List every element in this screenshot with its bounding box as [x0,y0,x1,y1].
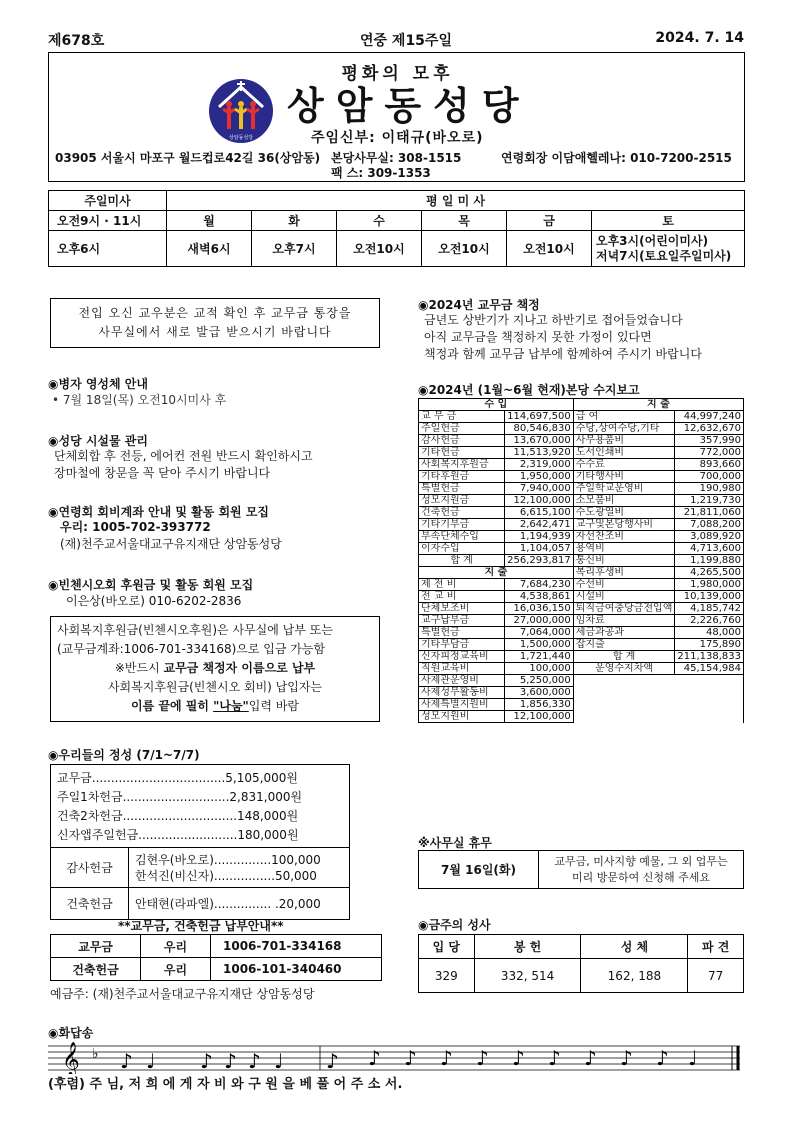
finance-item: 사제관운영비 [419,675,505,687]
notice-line-2: 사무실에서 새로 발급 받으시기 바랍니다 [98,325,332,339]
finance-item: 사제특별지원비 [419,699,505,711]
time-tue: 오후7시 [252,231,337,267]
finance-amount: 4,185,742 [675,603,744,615]
deposit-account: 1006-101-340460 [211,958,382,981]
stats-header: 성 체 [581,935,688,959]
finance-item: 주일헌금 [419,423,505,435]
finance-item: 수도광열비 [573,507,675,519]
finance-amount: 114,697,500 [505,411,574,423]
facility-line-2: 장마철에 창문을 꼭 닫아 주시기 바랍니다 [54,466,271,480]
finance-item: 운영수지차액 [573,663,675,675]
music-note: ♩ [688,1046,698,1070]
finance-amount: 256,293,817 [505,555,574,567]
budget-line: 책정과 함께 교무금 납부에 함께하여 주시기 바랍니다 [424,347,702,361]
finance-item: 전 교 비 [419,591,505,603]
music-note: ♪ [620,1046,633,1070]
build-row: 안태현(라파엘)............... .20,000 [129,888,350,920]
finance-amount: 357,990 [675,435,744,447]
finance-item: 합 계 [573,651,675,663]
budget-title: ◉2024년 교무금 책정 [418,298,540,312]
finance-amount: 1,856,330 [505,699,574,711]
liturgical-week: 연중 제15주일 [360,33,452,49]
offering-row: 교무금...................................5,105,000원 [57,771,298,785]
facility-title: ◉성당 시설물 관리 [48,434,148,448]
finance-item: 교구납부금 [419,615,505,627]
welfare-note-prefix: ※반드시 [114,661,164,675]
stats-value: 332, 514 [474,959,581,993]
finance-item: 합 계 [419,555,505,567]
funeral-title: ◉연령회 회비계좌 안내 및 활동 회원 모집 [48,505,270,519]
finance-empty [573,687,743,699]
music-note: ♪ [440,1046,453,1070]
stats-header: 파 견 [688,935,744,959]
finance-item: 사무용품비 [573,435,675,447]
finance-item: 자선찬조비 [573,531,675,543]
finance-amount: 7,940,000 [505,483,574,495]
finance-empty [573,699,743,711]
music-note: ♪ [404,1046,417,1070]
welfare-line-5 [57,697,373,716]
finance-item: 통신비 [573,555,675,567]
welfare-name-end: 이름 끝에 필히 [131,699,214,713]
finance-amount: 12,100,000 [505,495,574,507]
stats-value: 329 [419,959,475,993]
finance-item: 이자수입 [419,543,505,555]
finance-amount: 12,632,670 [675,423,744,435]
offerings-title: ◉우리들의 정성 (7/1~7/7) [48,748,200,762]
finance-item: 기타기부금 [419,519,505,531]
logo-text: 상암동성당 [228,135,254,141]
finance-item: 주일학교운영비 [573,483,675,495]
mass-schedule-table [48,190,745,267]
music-note: ♪ [368,1046,381,1070]
vincent-contact: 이은상(바오로) 010-6202-2836 [66,594,242,608]
finance-expense-head: 지 출 [573,399,743,411]
finance-amount: 772,000 [675,447,744,459]
finance-item: 수당,상여수당,기타 [573,423,675,435]
time-thu: 오전10시 [422,231,507,267]
pastor-name: 주임신부: 이태규(바오로) [311,130,484,146]
sunday-time-2: 오후6시 [49,231,167,267]
funeral-holder: (재)천주교서울대교구유지재단 상암동성당 [60,537,282,551]
offerings-rows [51,765,350,848]
stats-title: ◉금주의 성사 [418,918,491,932]
song-lyrics: (후렴) 주 님, 저 희 에 게 자 비 와 구 원 을 베 풀 어 주 소 서. [48,1077,403,1092]
thanks-list [129,848,350,888]
stats-header: 입 당 [419,935,475,959]
music-note: ♪ [200,1049,213,1073]
finance-amount: 211,138,833 [675,651,744,663]
vincent-title: ◉빈첸시오회 후원금 및 활동 회원 모집 [48,578,254,592]
finance-amount: 4,713,600 [675,543,744,555]
issue-date: 2024. 7. 14 [655,30,744,46]
office-fax: 팩 스: 309-1353 [331,166,431,180]
finance-amount: 190,980 [675,483,744,495]
transfer-notice [50,298,380,348]
music-note: ♪ [326,1049,339,1073]
offering-row: 주일1차헌금............................2,831,000원 [57,790,303,804]
sunday-mass-label: 주일미사 [49,191,167,211]
finance-empty [573,711,743,723]
music-note: ♪ [512,1046,525,1070]
budget-line: 아직 교무금을 책정하지 못한 가정이 있다면 [424,330,652,344]
time-fri: 오전10시 [507,231,592,267]
finance-item: 성모지원비 [419,711,505,723]
finance-amount: 7,064,000 [505,627,574,639]
svg-text:♭: ♭ [92,1046,99,1062]
deposit-bank: 우리 [141,935,211,958]
finance-amount: 12,100,000 [505,711,574,723]
time-wed: 오전10시 [337,231,422,267]
finance-item: 복리후생비 [573,567,675,579]
finance-item: 기타행사비 [573,471,675,483]
funeral-account: 우리: 1005-702-393772 [60,520,211,534]
music-note: ♪ [548,1046,561,1070]
sunday-time-1: 오전9시 · 11시 [49,211,167,231]
budget-text [424,312,702,363]
finance-income-head: 수 입 [419,399,574,411]
finance-item: 신자피정교육비 [419,651,505,663]
finance-amount: 5,250,000 [505,675,574,687]
music-note: ♩ [274,1049,284,1073]
finance-item: 제 전 비 [419,579,505,591]
stats-value: 77 [688,959,744,993]
finance-empty [573,675,743,687]
finance-amount: 3,600,000 [505,687,574,699]
finance-amount: 175,890 [675,639,744,651]
deposit-account: 1006-701-334168 [211,935,382,958]
stats-table [418,934,744,993]
budget-line: 금년도 상반기가 지나고 하반기로 접어들었습니다 [424,313,683,327]
finance-item: 특별헌금 [419,627,505,639]
welfare-box [50,616,380,722]
finance-out-head: 지 출 [419,567,574,579]
finance-amount: 3,089,920 [675,531,744,543]
music-note: ♪ [584,1046,597,1070]
day-fri: 금 [507,211,592,231]
header-box [48,52,745,182]
finance-item: 성모지원금 [419,495,505,507]
finance-item: 용역비 [573,543,675,555]
top-line [48,30,748,50]
day-tue: 화 [252,211,337,231]
finance-item: 특별헌금 [419,483,505,495]
finance-item: 단체보조비 [419,603,505,615]
finance-amount: 13,670,000 [505,435,574,447]
office-line: 미리 방문하여 신청해 주세요 [571,870,710,884]
sick-text: • 7월 18일(목) 오전10시미사 후 [52,393,227,407]
finance-amount: 1,219,730 [675,495,744,507]
finance-amount: 100,000 [505,663,574,675]
music-note: ♪ [120,1049,133,1073]
finance-item: 감사헌금 [419,435,505,447]
funeral-president: 연령회장 이담애헬레나: 010-7200-2515 [501,151,732,165]
finance-amount: 1,104,057 [505,543,574,555]
notice-line-1: 전입 오신 교우분은 교적 확인 후 교무금 통장을 [78,306,352,320]
finance-amount: 80,546,830 [505,423,574,435]
finance-item: 소모품비 [573,495,675,507]
issue-number: 제678호 [48,33,105,49]
finance-amount: 4,538,861 [505,591,574,603]
music-note: ♩ [146,1049,156,1073]
finance-amount: 45,154,984 [675,663,744,675]
finance-item: 건축헌금 [419,507,505,519]
deposit-bank: 우리 [141,958,211,981]
office-closed-table [418,850,744,889]
song-title: ◉화답송 [48,1026,94,1040]
finance-amount: 48,000 [675,627,744,639]
finance-item: 직원교육비 [419,663,505,675]
finance-item: 부속단체수입 [419,531,505,543]
finance-amount: 27,000,000 [505,615,574,627]
finance-item: 급 여 [573,411,675,423]
finance-item: 기타후원금 [419,471,505,483]
finance-amount: 10,139,000 [675,591,744,603]
day-mon: 월 [167,211,252,231]
finance-item: 시설비 [573,591,675,603]
day-sat: 토 [592,211,745,231]
deposit-type: 교무금 [51,935,141,958]
svg-text:𝄞: 𝄞 [62,1042,80,1074]
weekday-mass-label: 평 일 미 사 [167,191,745,211]
finance-amount: 1,950,000 [505,471,574,483]
office-title: ※사무실 휴무 [418,836,492,850]
finance-item: 도서인쇄비 [573,447,675,459]
church-logo-icon [207,77,275,145]
finance-amount: 7,088,200 [675,519,744,531]
office-closed-text [539,851,744,889]
deposit-holder: 예금주: (재)천주교서울대교구유지재단 상암동성당 [50,987,315,1001]
welfare-line-2: (교무금계좌:1006-701-334168)으로 입금 가능함 [57,642,326,656]
finance-item: 교구및본당행사비 [573,519,675,531]
finance-item: 수수료 [573,459,675,471]
finance-amount: 6,615,100 [505,507,574,519]
finance-amount: 1,194,939 [505,531,574,543]
church-address: 03905 서울시 마포구 월드컵로42길 36(상암동) [55,151,321,165]
office-line: 교무금, 미사지향 예물, 그 외 업무는 [554,854,728,868]
time-sat [592,231,745,267]
stats-header: 봉 헌 [474,935,581,959]
welfare-note-bold: 교무금 책정자 이름으로 납부 [163,661,316,675]
sat-mass-2: 저녁7시(토요일주일미사) [596,248,732,263]
offerings-table [50,764,350,920]
finance-amount: 11,513,920 [505,447,574,459]
deposit-table [50,934,382,981]
finance-amount: 44,997,240 [675,411,744,423]
finance-amount: 21,811,060 [675,507,744,519]
offering-row: 건축2차헌금..............................148,000원 [57,809,299,823]
thanks-row: 한석진(비신자)................50,000 [135,868,317,883]
office-phone: 본당사무실: 308-1515 [331,151,462,165]
finance-amount: 4,265,500 [675,567,744,579]
finance-amount: 1,721,440 [505,651,574,663]
sat-mass-1: 오후3시(어린이미사) [596,233,709,248]
deposit-type: 건축헌금 [51,958,141,981]
finance-amount: 1,980,000 [675,579,744,591]
finance-item: 세금과공과 [573,627,675,639]
welfare-keyword: "나눔" [213,699,249,713]
finance-item: 퇴직금여충당금전입액 [573,603,675,615]
finance-table [418,398,744,723]
time-mon: 새벽6시 [167,231,252,267]
thanks-row: 김현우(바오로)...............100,000 [135,852,321,867]
facility-line-1: 단체회합 후 전등, 에어컨 전원 반드시 확인하시고 [54,449,313,463]
finance-amount: 893,660 [675,459,744,471]
finance-item: 잡지출 [573,639,675,651]
music-note: ♪ [248,1049,261,1073]
deposit-title: **교무금, 건축헌금 납부안내** [118,919,284,933]
welfare-line-4: 사회복지후원금(빈첸시오 회비) 납입자는 [107,680,323,694]
finance-item: 기타헌금 [419,447,505,459]
finance-amount: 7,684,230 [505,579,574,591]
welfare-line-3 [57,659,373,678]
finance-amount: 2,226,760 [675,615,744,627]
offering-row: 신자앱주일헌금..........................180,000원 [57,828,299,842]
finance-item: 수선비 [573,579,675,591]
day-thu: 목 [422,211,507,231]
finance-amount: 16,036,150 [505,603,574,615]
finance-amount: 2,642,471 [505,519,574,531]
thanks-label: 감사헌금 [51,848,129,888]
day-wed: 수 [337,211,422,231]
music-note: ♪ [224,1049,237,1073]
finance-title: ◉2024년 (1월~6월 현재)본당 수지보고 [418,383,640,397]
finance-item: 기타부담금 [419,639,505,651]
finance-amount: 700,000 [675,471,744,483]
welfare-line-1: 사회복지후원금(빈첸시오후원)은 사무실에 납부 또는 [57,623,333,637]
music-staff-icon [48,1040,748,1074]
finance-item: 교 무 금 [419,411,505,423]
office-closed-date: 7월 16일(화) [419,851,539,889]
sick-title: ◉병자 영성체 안내 [48,377,148,391]
music-note: ♪ [476,1046,489,1070]
finance-item: 임차료 [573,615,675,627]
header-subtitle: 평화의 모후 [341,64,454,84]
finance-amount: 1,199,880 [675,555,744,567]
build-label: 건축헌금 [51,888,129,920]
finance-item: 사제성무활동비 [419,687,505,699]
finance-item: 사회복지후원금 [419,459,505,471]
stats-value: 162, 188 [581,959,688,993]
church-name: 상암동성당 [287,84,531,128]
finance-amount: 1,500,000 [505,639,574,651]
welfare-input: 입력 바람 [248,699,299,713]
music-note: ♪ [656,1046,669,1070]
finance-amount: 2,319,000 [505,459,574,471]
